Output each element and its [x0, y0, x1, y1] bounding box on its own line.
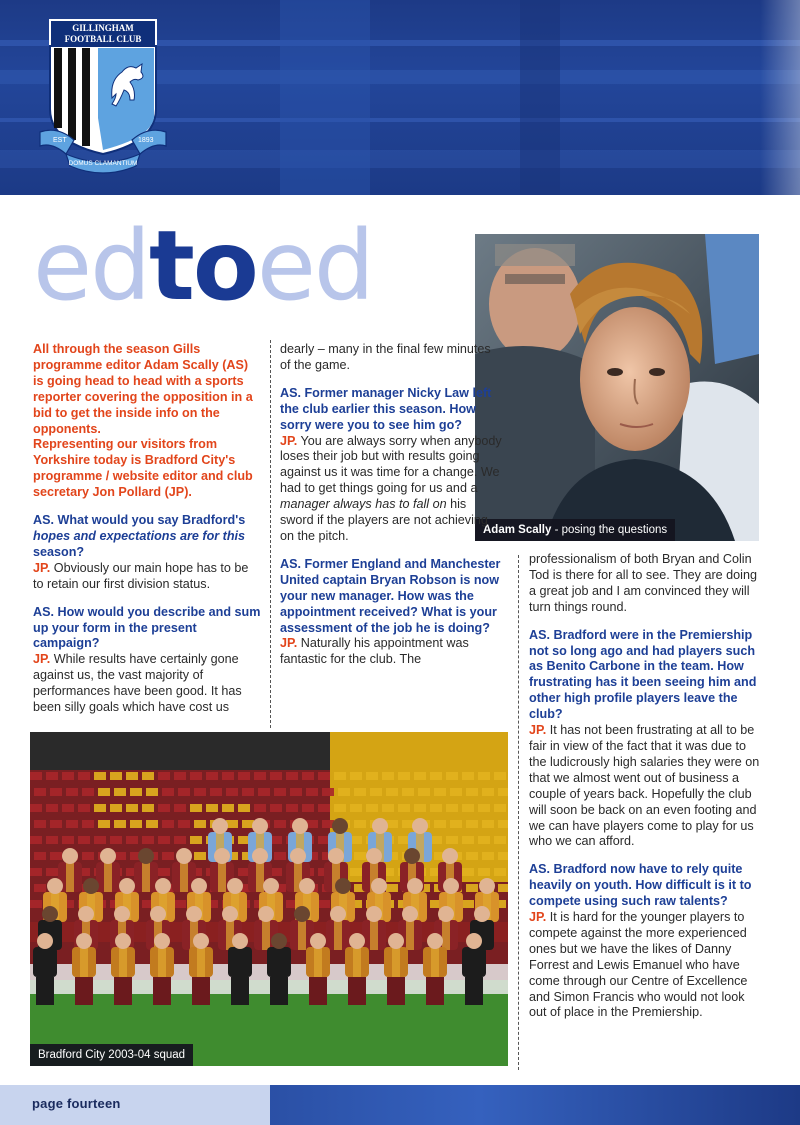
column-divider-2 — [518, 555, 519, 1070]
column-3 — [529, 552, 761, 1033]
question-2: AS. How would you describe and sum up your form in the present campaign? — [33, 604, 261, 651]
crest-motto: DOMUS CLAMANTIUM — [68, 160, 138, 167]
question-6: AS. Bradford now have to rely quite heavily on youth. How difficult is it to compete using such raw talents? — [529, 862, 752, 909]
crest-est-year: 1893 — [138, 137, 154, 144]
column-divider-1 — [270, 340, 271, 728]
page-number: page fourteen — [32, 1096, 121, 1111]
crest-title-line1: GILLINGHAM — [72, 23, 134, 33]
column-3-continuation: professionalism of both Bryan and Colin Tod is there for all to see. They are doing a great job and I am convinced they will turn things round. — [529, 552, 757, 614]
title-part-2: to — [149, 210, 257, 322]
club-crest-logo — [38, 14, 168, 179]
answer-1: JP. Obviously our main hope has to be to retain our first division status. — [33, 560, 249, 591]
squad-photo — [30, 732, 508, 1066]
adam-scally-photo — [475, 234, 759, 541]
header-band — [0, 0, 800, 195]
answer-3: JP. You are always sorry when anybody loses their job but with results going against us it was time for a change. We had to get things going for us and a manager always has to fall on his sword if the players are not achieving on the pitch. — [280, 433, 502, 543]
question-3: AS. Former manager Nicky Law left the club earlier this season. How sorry were you to see him go? — [280, 385, 492, 432]
title-part-1: ed — [33, 210, 149, 322]
crest-est-label: EST — [53, 137, 67, 144]
answer-5: JP. It has not been frustrating at all to be fair in view of the fact that it was due to the ludicrously high salaries they were on that we almost went out of business a couple of years back. Hopefully the club will soon be back on an even footing and we can have players come to play for us who we can afford. — [529, 723, 760, 849]
crest-title-line2: FOOTBALL CLUB — [64, 34, 142, 44]
column-2 — [280, 342, 502, 680]
adam-scally-caption: Adam Scally - posing the questions — [475, 519, 675, 541]
question-5: AS. Bradford were in the Premiership not so long ago and had players such as Benito Carbone in the team. How frustrating has it been seeing him and other high profile players leave the club? — [529, 627, 757, 722]
squad-caption: Bradford City 2003-04 squad — [30, 1044, 193, 1066]
intro-paragraph-2: Representing our visitors from Yorkshire today is Bradford City's programme / website editor and club secretary Jon Pollard (JP). — [33, 437, 253, 500]
column-2-continuation: dearly – many in the final few minutes of the game. — [280, 342, 491, 372]
answer-4: JP. Naturally his appointment was fantastic for the club. The — [280, 636, 469, 667]
column-1 — [33, 342, 261, 728]
page-title — [33, 210, 373, 322]
question-1: AS. What would you say Bradford's hopes and expectations are for this season? — [33, 513, 246, 559]
answer-2: JP. While results have certainly gone against us, the vast majority of performances have been good. It has been silly goals which have cost us — [33, 652, 242, 715]
intro-paragraph-1: All through the season Gills programme editor Adam Scally (AS) is going head to head with a sports reporter covering the opposition in a bid to get the inside info on the opponents. — [33, 342, 253, 436]
question-4: AS. Former England and Manchester United captain Bryan Robson is now your new manager. How was the appointment received? What is your assessment of the job he is doing? — [280, 556, 501, 635]
answer-6: JP. It is hard for the younger players to compete against the more experienced ones but we have the likes of Danny Forrest and Lewis Emanuel who have come through our Centre of Excellence and Simon Francis who would not look out of place in the Premiership. — [529, 910, 748, 1020]
title-part-3: ed — [256, 210, 373, 322]
